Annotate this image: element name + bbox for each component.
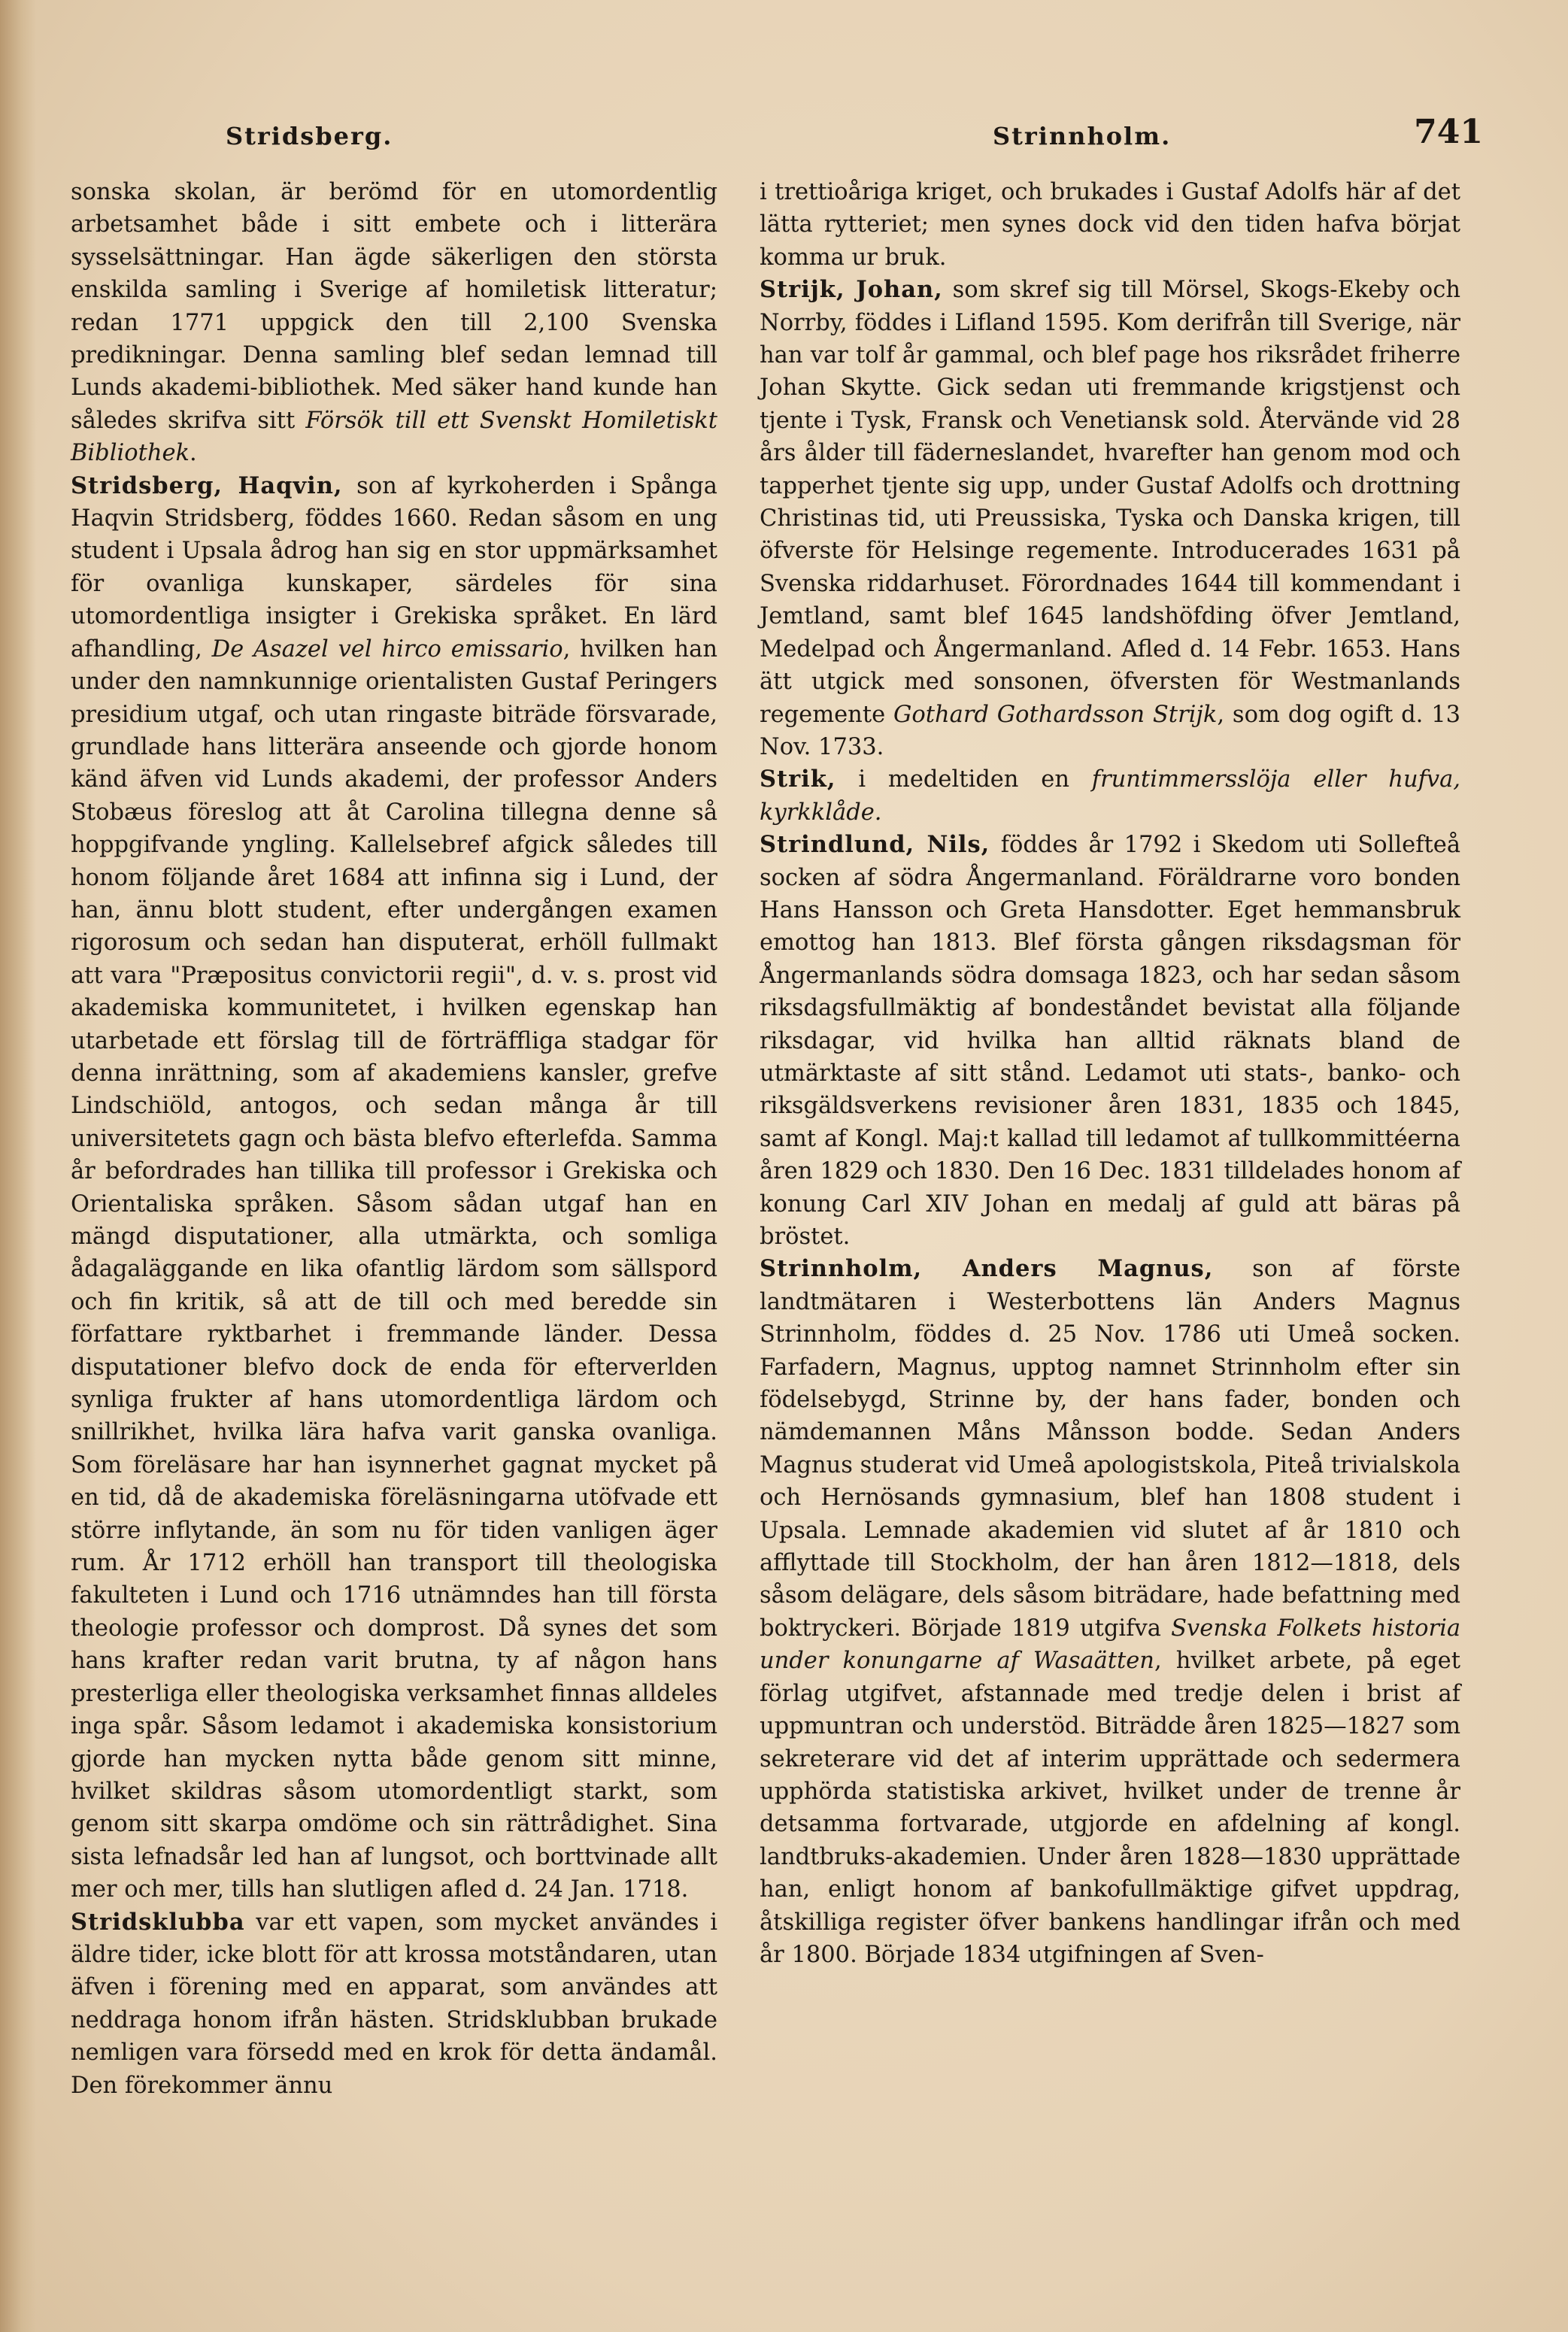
page-number: 741 [1414, 113, 1483, 151]
entry-text: i medeltiden en [836, 766, 1092, 793]
entry-headword: Strijk, Johan, [760, 276, 943, 304]
entry-italic: fruntimmersslöja [1091, 766, 1291, 793]
entry-text: i trettioåriga kriget, och brukades i Gustaf Adolfs här af det lätta rytteriet; men synes dock vid den tiden hafva börjat komma ur bruk. [760, 179, 1460, 271]
left-column [71, 176, 717, 2102]
entry-text: var ett vapen, som mycket användes i äldre tider, icke blott för att krossa motståndaren, utan äfven i förening med en apparat, som användes att neddraga honom ifrån hästen. Stridsklubban brukade nemligen vara försedd med en krok för detta ändamål. Den förekommer ännu [71, 1909, 717, 2099]
entry-paragraph [71, 470, 717, 1906]
running-head-right: Strinnholm. [993, 122, 1172, 150]
page-gutter [0, 0, 36, 2332]
entry-italic: De Asazel vel hirco emissario [211, 635, 563, 663]
page-header [0, 113, 1568, 165]
entry-paragraph [71, 1906, 717, 2102]
right-column [760, 176, 1460, 1971]
entry-text: sonska skolan, är berömd för en utomordentlig arbetsamhet både i sitt embete och i litterära sysselsättningar. Han ägde säkerligen den största enskilda samling i Sverige af homiletisk litteratur; redan 1771 uppgick den till 2,100 Svenska predikningar. Denna samling blef sedan lemnad till Lunds akademi-bibliothek. Med säker hand kunde han således skrifva sitt [71, 179, 717, 434]
entry-text-tail: eller hufva, kyrkklåde. [760, 766, 1460, 826]
entry-text: föddes år 1792 i Skedom uti Sollefteå socken af södra Ångermanland. Föräldrarne voro bonden Hans Hansson och Greta Hansdotter. Eget hemmansbruk emottog han 1813. Blef första gången riksdagsman för Ångermanlands södra domsaga 1823, och har sedan såsom riksdagsfullmäktig af bondeståndet bevistat alla följande riksdagar, vid hvilka han alltid räknats bland de utmärktaste af sitt stånd. Ledamot uti stats-, banko- och riksgäldsverkens revisioner åren 1831, 1835 och 1845, samt af Kongl. Maj:t kallad till ledamot af tullkommittéerna åren 1829 och 1830. Den 16 Dec. 1831 tilldelades honom af konung Carl XIV Johan en medalj af guld att bäras på bröstet. [760, 832, 1460, 1250]
entry-headword: Stridsklubba [71, 1908, 245, 1936]
entry-text-tail: , hvilken han under den namnkunnige orientalisten Gustaf Peringers presidium utgaf, och utan ringaste biträde försvarade, grundlade hans litterära anseende och gjorde honom känd äfven vid Lunds akademi, der professor Anders Stobæus föreslog att åt Carolina tillegna denne så hoppgifvande yngling. Kallelsebref afgick således till honom följande året 1684 att infinna sig i Lund, der han, ännu blott student, efter undergången examen rigorosum och sedan han disputerat, erhöll fullmakt att vara "Præpositus convictorii regii", d. v. s. prost vid akademiska kommunitetet, i hvilken egenskap han utarbetade ett förslag till de förträffliga stadgar för denna inrättning, som af akademiens kansler, grefve Lindschiöld, antogos, och sedan många år till universitetets gagn och bästa blefvo efterlefda. Samma år befordrades han tillika till professor i Grekiska och Orientaliska språken. Såsom sådan utgaf han en mängd disputationer, alla utmärkta, och somliga ådagaläggande en lika ofantlig lärdom som sällspord och fin kritik, så att de till och med beredde sin författare ryktbarhet i fremmande länder. Dessa disputationer blefvo dock de enda för efterverlden synliga frukter af hans utomordentliga lärdom och snillrikhet, hvilka lära hafva varit ganska ovanliga. Som föreläsare har han isynnerhet gagnat mycket på en tid, då de akademiska föreläsningarna utöfvade ett större inflytande, än som nu för tiden vanligen äger rum. År 1712 erhöll han transport till theologiska fakulteten i Lund och 1716 utnämndes han till första theologie professor och domprost. Då synes det som hans krafter redan varit brutna, ty af någon hans presterliga eller theologiska verksamhet finnas alldeles inga spår. Såsom ledamot i akademiska konsistorium gjorde han mycken nytta både genom sitt minne, hvilket skildras såsom utomordentligt starkt, som genom sitt skarpa omdöme och sin rättrådighet. Sina sista lefnadsår led han af lungsot, och borttvinade allt mer och mer, tills han slutligen afled d. 24 Jan. 1718. [71, 635, 717, 1903]
entry-text-tail: , hvilket arbete, på eget förlag utgifvet, afstannade med tredje delen i brist af uppmuntran och understöd. Biträdde åren 1825—1827 som sekreterare vid det af interim upprättade och sedermera upphörda statistiska arkivet, hvilket under de trenne år detsamma fortvarade, utgjorde en afdelning af kongl. landtbruks-akademien. Under åren 1828—1830 upprättade han, enligt honom af bankofullmäktige gifvet uppdrag, åtskilliga register öfver bankens handlingar ifrån och med år 1800. Började 1834 utgifningen af Sven- [760, 1648, 1460, 1968]
entry-paragraph [760, 274, 1460, 763]
entry-headword: Strindlund, Nils, [760, 831, 990, 859]
entry-paragraph [760, 1253, 1460, 1971]
entry-paragraph [760, 176, 1460, 274]
entry-headword: Strik, [760, 766, 836, 793]
entry-headword: Strinnholm, Anders Magnus, [760, 1255, 1214, 1283]
entry-text: som skref sig till Mörsel, Skogs-Ekeby och Norrby, föddes i Lifland 1595. Kom derifrån till Sverige, när han var tolf år gammal, och blef page hos riksrådet friherre Johan Skytte. Gick sedan uti fremmande krigstjenst och tjente i Tysk, Fransk och Venetiansk sold. Återvände vid 28 års ålder till fäderneslandet, hvarefter han genom mod och tapperhet tjente sig upp, under Gustaf Adolfs och drottning Christinas tid, uti Preussiska, Tyska och Danska krigen, till öfverste för Helsinge regemente. Introducerades 1631 på Svenska riddarhuset. Förordnades 1644 till kommendant i Jemtland, samt blef 1645 landshöfding öfver Jemtland, Medelpad och Ångermanland. Afled d. 14 Febr. 1653. Hans ätt utgick med sonsonen, öfversten för Westmanlands regemente [760, 277, 1460, 728]
entry-italic: Försök till ett Svenskt Homiletiskt Bibliothek [71, 407, 717, 467]
entry-text: son af förste landtmätaren i Westerbottens län Anders Magnus Strinnholm, föddes d. 25 Nov. 1786 uti Umeå socken. Farfadern, Magnus, upptog namnet Strinnholm efter sin födelsebygd, Strinne by, der hans fader, bonden och nämdemannen Måns Månsson bodde. Sedan Anders Magnus studerat vid Umeå apologistskola, Piteå trivialskola och Hernösands gymnasium, blef han 1808 student i Upsala. Lemnade akademien vid slutet af år 1810 och afflyttade till Stockholm, der han åren 1812—1818, dels såsom delägare, dels såsom biträdare, hade befattning med boktryckeri. Började 1819 utgifva [760, 1256, 1460, 1642]
entry-headword: Stridsberg, Haqvin, [71, 472, 343, 499]
entry-text-tail: , som dog ogift d. 13 Nov. 1733. [760, 701, 1461, 760]
entry-italic: Svenska Folkets historia under konungarne af Wasaätten [760, 1615, 1461, 1675]
entry-paragraph [760, 763, 1460, 829]
entry-text: son af kyrkoherden i Spånga Haqvin Stridsberg, föddes 1660. Redan såsom en ung student i Upsala ådrog han sig en stor uppmärksamhet för ovanliga kunskaper, särdeles för sina utomordentliga insigter i Grekiska språket. En lärd afhandling, [71, 472, 717, 663]
entry-italic: Gothard Gothardsson Strijk [893, 701, 1218, 728]
entry-text-tail: . [190, 440, 197, 467]
entry-paragraph [71, 176, 717, 470]
running-head-left: Stridsberg. [226, 122, 393, 150]
entry-paragraph [760, 829, 1460, 1253]
